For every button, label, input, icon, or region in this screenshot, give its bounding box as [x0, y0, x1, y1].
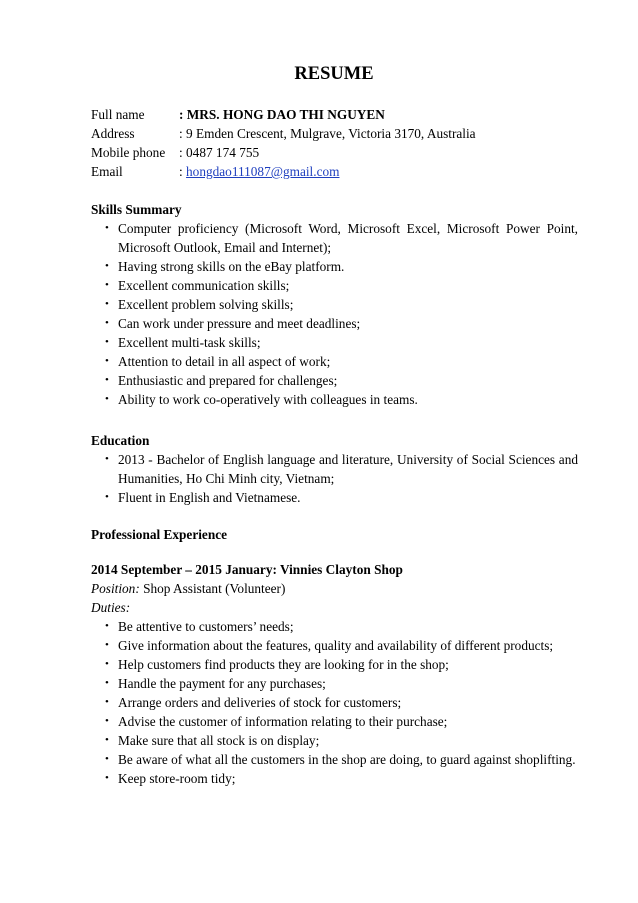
duties-list-item — [91, 636, 578, 655]
email-value — [179, 162, 339, 181]
skills-list-item — [91, 390, 578, 409]
bullet-icon: • — [105, 222, 109, 234]
contact-row-mobile-phone — [91, 143, 591, 162]
skills-list-item — [91, 219, 578, 257]
bullet-icon: • — [105, 491, 109, 503]
duties-list-item — [91, 693, 578, 712]
bullet-icon: • — [105, 715, 109, 727]
skills-list-item-text: Computer proficiency (Microsoft Word, Microsoft Excel, Microsoft Power Point, Microsoft Outlook, Email and Internet); — [118, 221, 578, 255]
bullet-icon: • — [105, 260, 109, 272]
education-list-item — [91, 488, 578, 507]
skills-list-item — [91, 295, 578, 314]
skills-list-item — [91, 257, 578, 276]
address-label: Address — [91, 126, 135, 141]
duties-list-item-text: Be aware of what all the customers in the shop are doing, to guard against shoplifting. — [118, 752, 576, 767]
skills-section — [91, 200, 578, 409]
duties-list-item-text: Handle the payment for any purchases; — [118, 676, 326, 691]
full-name-label: Full name — [91, 107, 145, 122]
email-label: Email — [91, 164, 123, 179]
education-list-item-text: Fluent in English and Vietnamese. — [118, 490, 301, 505]
bullet-icon: • — [105, 753, 109, 765]
duties-list-item — [91, 617, 578, 636]
mobile-phone-label: Mobile phone — [91, 145, 166, 160]
bullet-icon: • — [105, 336, 109, 348]
duties-list-item-text: Arrange orders and deliveries of stock for customers; — [118, 695, 402, 710]
skills-list-item-text: Excellent multi-task skills; — [118, 335, 261, 350]
skills-list-item-text: Ability to work co-operatively with colleagues in teams. — [118, 392, 418, 407]
education-section — [91, 431, 578, 507]
duties-list-item-text: Help customers find products they are looking for in the shop; — [118, 657, 449, 672]
contact-row-email — [91, 162, 591, 181]
duties-list-item — [91, 731, 578, 750]
duties-list-item — [91, 712, 578, 731]
bullet-icon: • — [105, 374, 109, 386]
contact-details — [91, 105, 591, 181]
duties-list-item-text: Keep store-room tidy; — [118, 771, 236, 786]
skills-list-item-text: Having strong skills on the eBay platform. — [118, 259, 345, 274]
skills-list-item-text: Can work under pressure and meet deadlines; — [118, 316, 361, 331]
skills-list — [91, 219, 578, 409]
spacer — [91, 544, 578, 560]
contact-row-full-name — [91, 105, 591, 124]
bullet-icon: • — [105, 393, 109, 405]
skills-list-item-text: Enthusiastic and prepared for challenges; — [118, 373, 338, 388]
bullet-icon: • — [105, 639, 109, 651]
bullet-icon: • — [105, 620, 109, 632]
position-label: Position: — [91, 581, 140, 596]
duties-list-item-text: Advise the customer of information relating to their purchase; — [118, 714, 448, 729]
skills-list-item — [91, 371, 578, 390]
bullet-icon: • — [105, 453, 109, 465]
bullet-icon: • — [105, 696, 109, 708]
education-list-item-text: 2013 - Bachelor of English language and literature, University of Social Sciences and Humanities, Ho Chi Minh city, Vietnam; — [118, 452, 578, 486]
bullet-icon: • — [105, 734, 109, 746]
bullet-icon: • — [105, 317, 109, 329]
duties-list-item — [91, 655, 578, 674]
duties-list-item-text: Be attentive to customers’ needs; — [118, 619, 294, 634]
email-colon: : — [179, 164, 187, 179]
full-name-value: : MRS. HONG DAO THI NGUYEN — [179, 107, 385, 122]
job-title: 2014 September – 2015 January: Vinnies Clayton Shop — [91, 562, 403, 577]
bullet-icon: • — [105, 658, 109, 670]
experience-heading: Professional Experience — [91, 527, 228, 542]
email-link[interactable]: hongdao111087@gmail.com — [186, 164, 340, 179]
skills-list-item-text: Excellent communication skills; — [118, 278, 290, 293]
skills-list-item — [91, 333, 578, 352]
skills-heading: Skills Summary — [91, 202, 182, 217]
skills-list-item — [91, 276, 578, 295]
duties-list-item-text: Make sure that all stock is on display; — [118, 733, 320, 748]
duties-label: Duties: — [91, 600, 131, 615]
address-value: : 9 Emden Crescent, Mulgrave, Victoria 3170, Australia — [179, 126, 476, 141]
education-list — [91, 450, 578, 507]
bullet-icon: • — [105, 772, 109, 784]
position-line — [91, 579, 578, 598]
education-list-item — [91, 450, 578, 488]
experience-section — [91, 525, 578, 788]
contact-row-address — [91, 124, 591, 143]
bullet-icon: • — [105, 677, 109, 689]
skills-list-item — [91, 314, 578, 333]
duties-list-item — [91, 674, 578, 693]
skills-list-item — [91, 352, 578, 371]
bullet-icon: • — [105, 279, 109, 291]
bullet-icon: • — [105, 298, 109, 310]
skills-list-item-text: Attention to detail in all aspect of work; — [118, 354, 331, 369]
duties-list-item — [91, 750, 578, 769]
duties-list-item-text: Give information about the features, quality and availability of different products; — [118, 638, 554, 653]
position-value: Shop Assistant (Volunteer) — [139, 581, 286, 596]
page-title: RESUME — [294, 64, 374, 84]
skills-list-item-text: Excellent problem solving skills; — [118, 297, 294, 312]
education-heading: Education — [91, 433, 150, 448]
duties-list-item — [91, 769, 578, 788]
bullet-icon: • — [105, 355, 109, 367]
duties-list — [91, 617, 578, 788]
mobile-phone-value: : 0487 174 755 — [179, 145, 260, 160]
